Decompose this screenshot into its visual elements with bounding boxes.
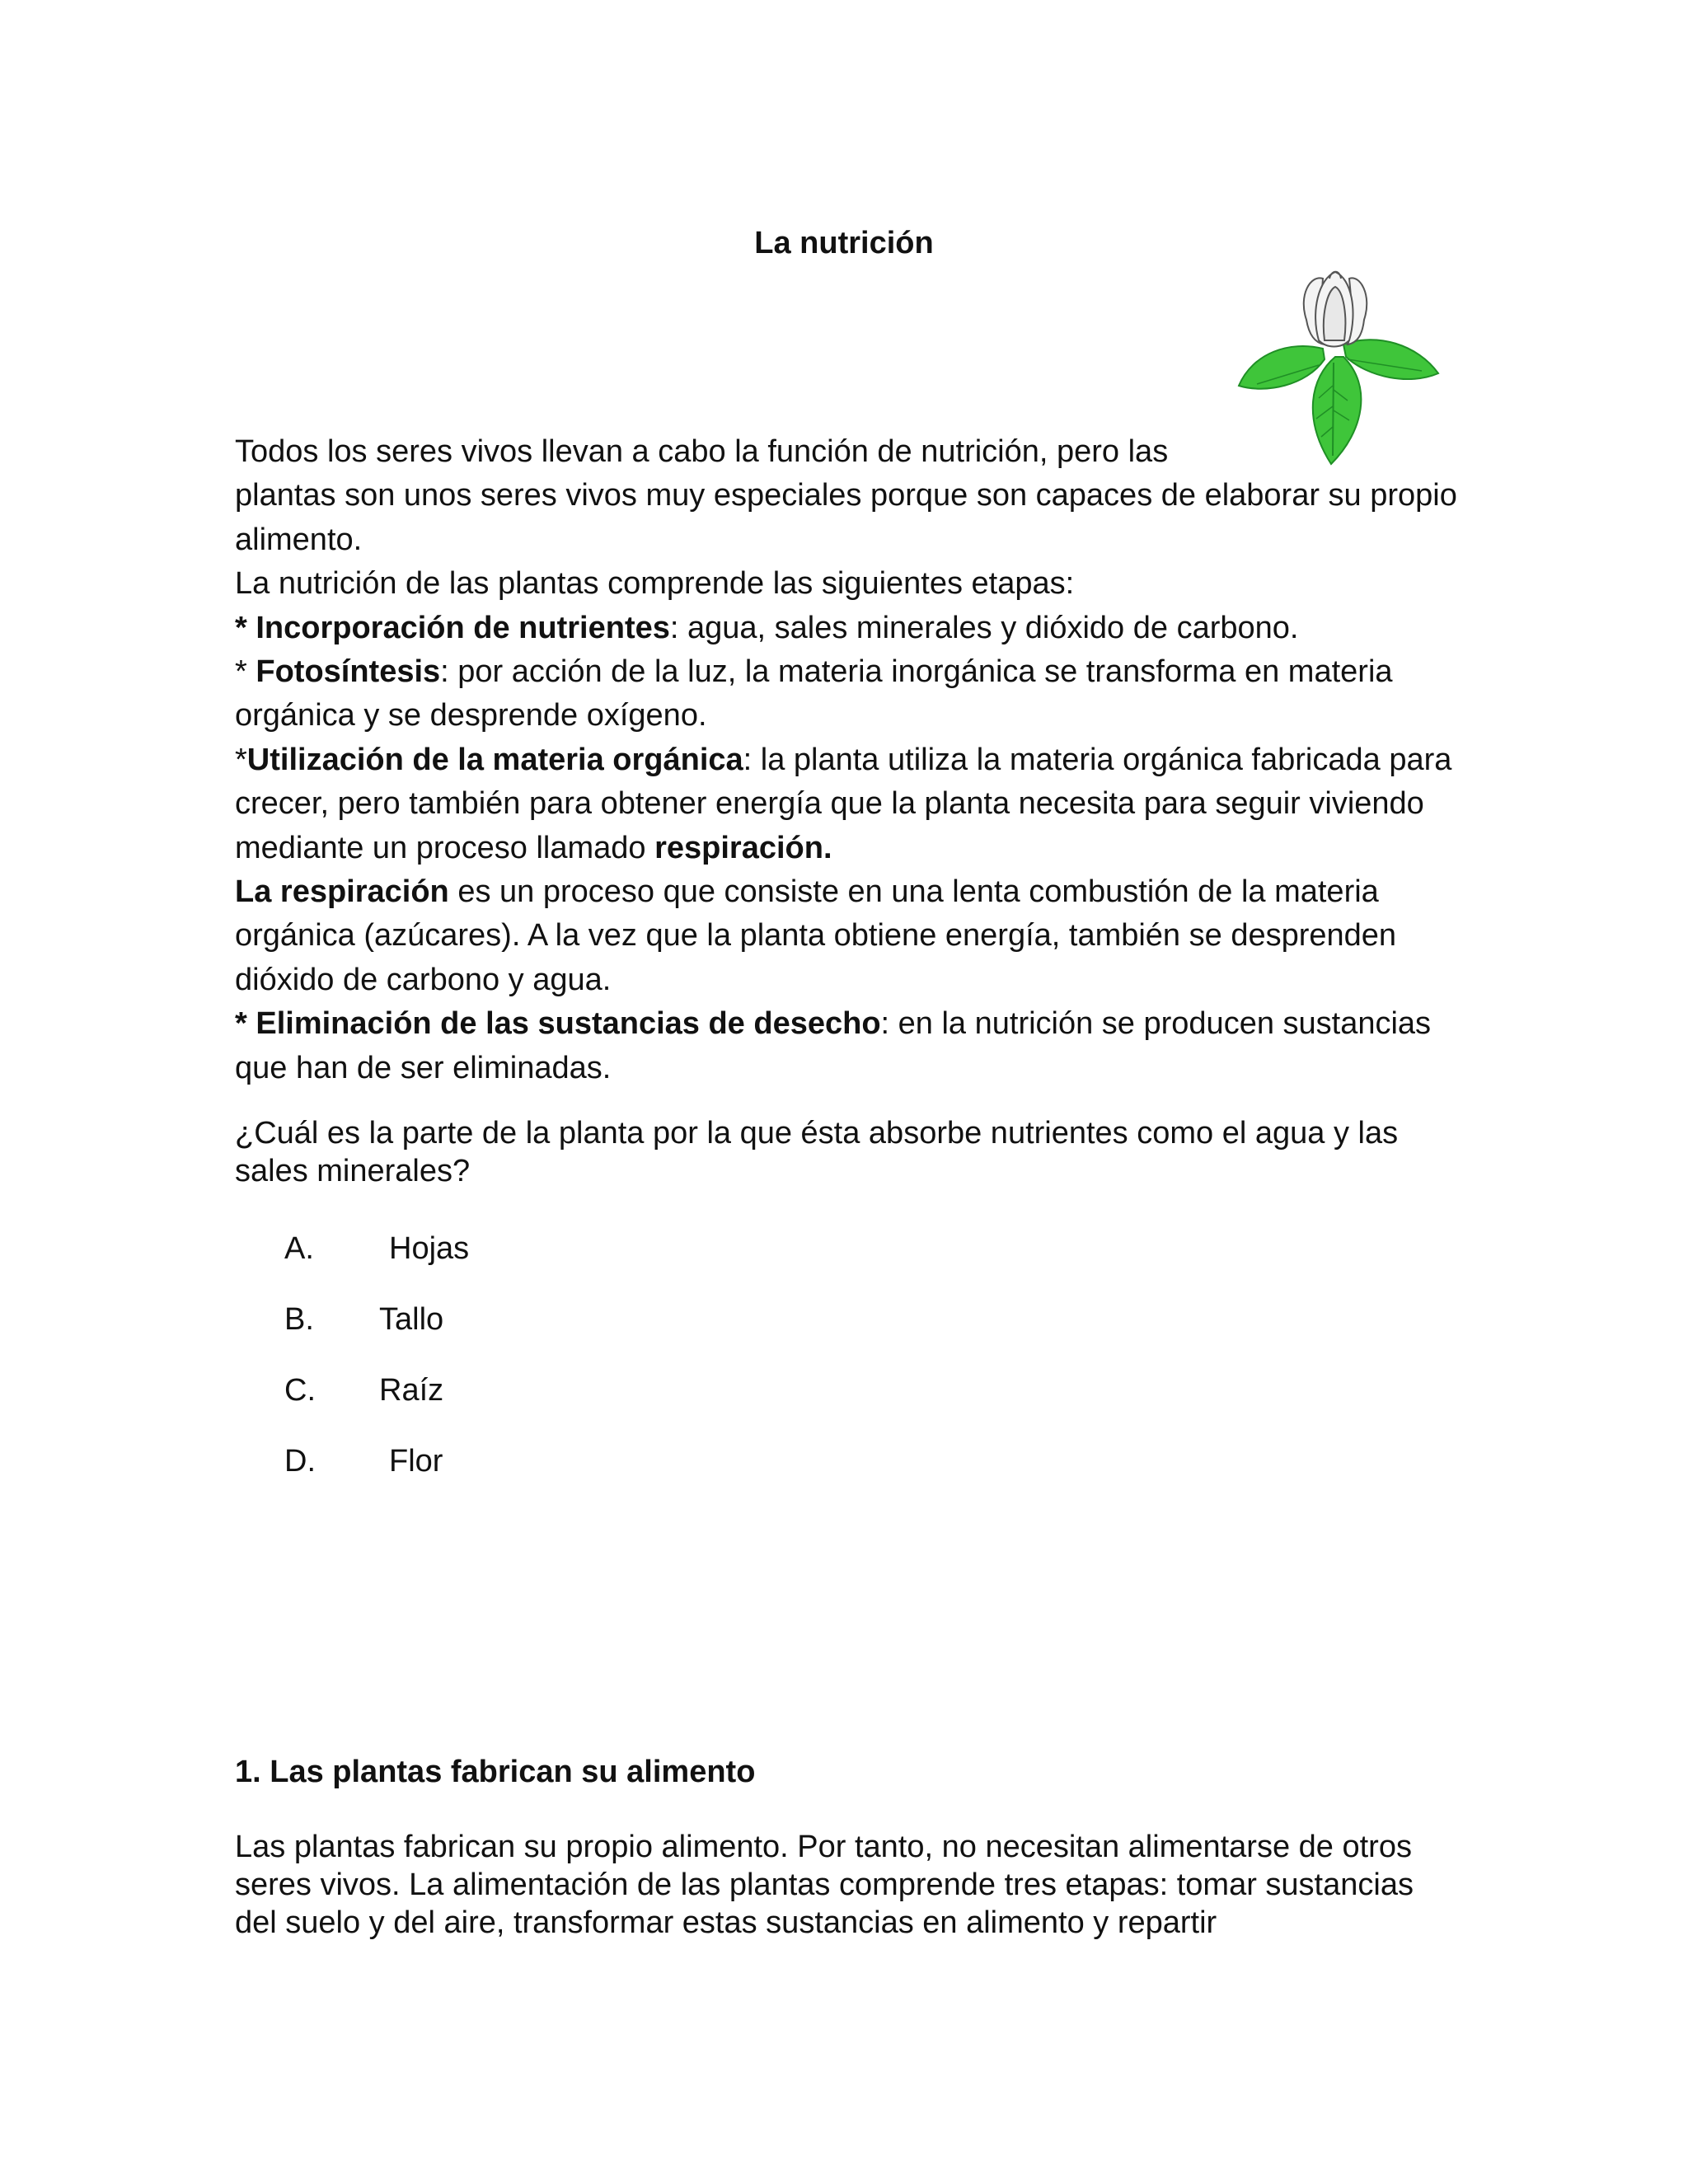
- petals: [1304, 272, 1367, 347]
- option-text: Flor: [389, 1444, 443, 1479]
- body-text: [235, 430, 1463, 1090]
- stage-eliminacion: * Eliminación de las sustancias de desecho: en la nutrición se producen sustancias que han de ser eliminadas.: [235, 1006, 1432, 1085]
- section-paragraph: Las plantas fabrican su propio alimento. Por tanto, no necesitan alimentarse de otros seres vivos. La alimentación de las plantas comprende tres etapas: tomar sustancias del suelo y del aire, transformar estas sustancias en alimento y repartir: [235, 1830, 1414, 1940]
- option-a[interactable]: [284, 1228, 469, 1299]
- intro-line-1: Todos los seres vivos llevan a cabo la función de nutrición, pero las: [235, 434, 1169, 469]
- answer-options: [284, 1228, 469, 1511]
- option-letter: B.: [284, 1302, 314, 1337]
- quiz-question: ¿Cuál es la parte de la planta por la que ésta absorbe nutrientes como el agua y las sales minerales?: [235, 1116, 1399, 1188]
- stage-respiracion: La respiración es un proceso que consiste en una lenta combustión de la materia orgánica (azúcares). A la vez que la planta obtiene energía, también se desprenden dióxido de carbono y agua.: [235, 874, 1397, 997]
- document-title: La nutrición: [754, 226, 934, 260]
- option-text: Hojas: [389, 1231, 470, 1266]
- option-d[interactable]: [284, 1441, 469, 1511]
- section-heading: 1. Las plantas fabrican su alimento: [235, 1755, 756, 1789]
- option-text: Raíz: [379, 1373, 444, 1408]
- option-letter: C.: [284, 1373, 316, 1408]
- stage-incorporacion: * Incorporación de nutrientes: agua, sales minerales y dióxido de carbono.: [235, 610, 1299, 645]
- option-text: Tallo: [379, 1302, 444, 1337]
- stage-fotosintesis: * Fotosíntesis: por acción de la luz, la materia inorgánica se transforma en materia orgánica y se desprende oxígeno.: [235, 654, 1393, 733]
- stages-intro: La nutrición de las plantas comprende las siguientes etapas:: [235, 566, 1075, 602]
- option-c[interactable]: [284, 1370, 469, 1441]
- option-letter: D.: [284, 1444, 316, 1479]
- intro-line-2: plantas son unos seres vivos muy especiales porque son capaces de elaborar su propio alimento.: [235, 478, 1457, 557]
- option-b[interactable]: [284, 1299, 469, 1370]
- option-letter: A.: [284, 1231, 314, 1266]
- stage-utilizacion: *Utilización de la materia orgánica: la planta utiliza la materia orgánica fabricada para crecer, pero también para obtener energía que la planta necesita para seguir viviendo mediante un proceso llamado respiración.: [235, 742, 1452, 865]
